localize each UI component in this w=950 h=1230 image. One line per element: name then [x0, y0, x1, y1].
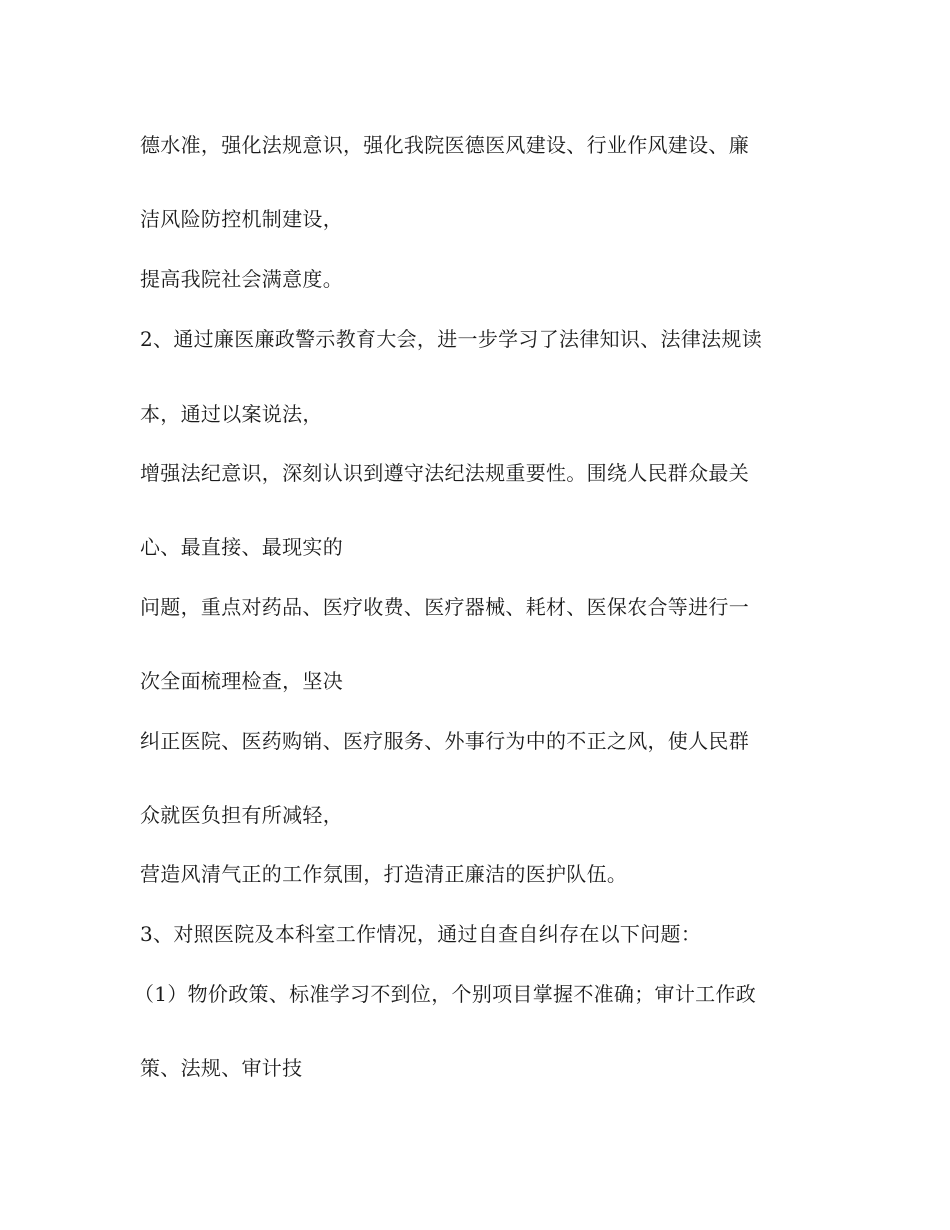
- text-line: 营造风清气正的工作氛围，打造清正廉洁的医护队伍。: [140, 862, 628, 886]
- text-line: （1）物价政策、标准学习不到位，个别项目掌握不准确；审计工作政: [134, 982, 757, 1006]
- text-line: 德水准，强化法规意识，强化我院医德医风建设、行业作风建设、廉: [140, 133, 749, 157]
- text-line: 问题，重点对药品、医疗收费、医疗器械、耗材、医保农合等进行一: [140, 595, 749, 619]
- text-line: 纠正医院、医药购销、医疗服务、外事行为中的不正之风，使人民群: [140, 729, 749, 753]
- text-line: 增强法纪意识，深刻认识到遵守法纪法规重要性。围绕人民群众最关: [140, 461, 749, 485]
- text-line: 2、通过廉医廉政警示教育大会，进一步学习了法律知识、法律法规读: [140, 327, 763, 351]
- text-line: 提高我院社会满意度。: [140, 267, 343, 291]
- text-line: 策、法规、审计技: [140, 1056, 303, 1080]
- text-line: 心、最直接、最现实的: [140, 535, 343, 559]
- text-line: 本，通过以案说法，: [140, 402, 323, 426]
- text-line: 洁风险防控机制建设，: [140, 207, 343, 231]
- text-line: 3、对照医院及本科室工作情况，通过自查自纠存在以下问题：: [140, 922, 702, 946]
- text-line: 众就医负担有所减轻，: [140, 803, 343, 827]
- text-line: 次全面梳理检查，坚决: [140, 669, 343, 693]
